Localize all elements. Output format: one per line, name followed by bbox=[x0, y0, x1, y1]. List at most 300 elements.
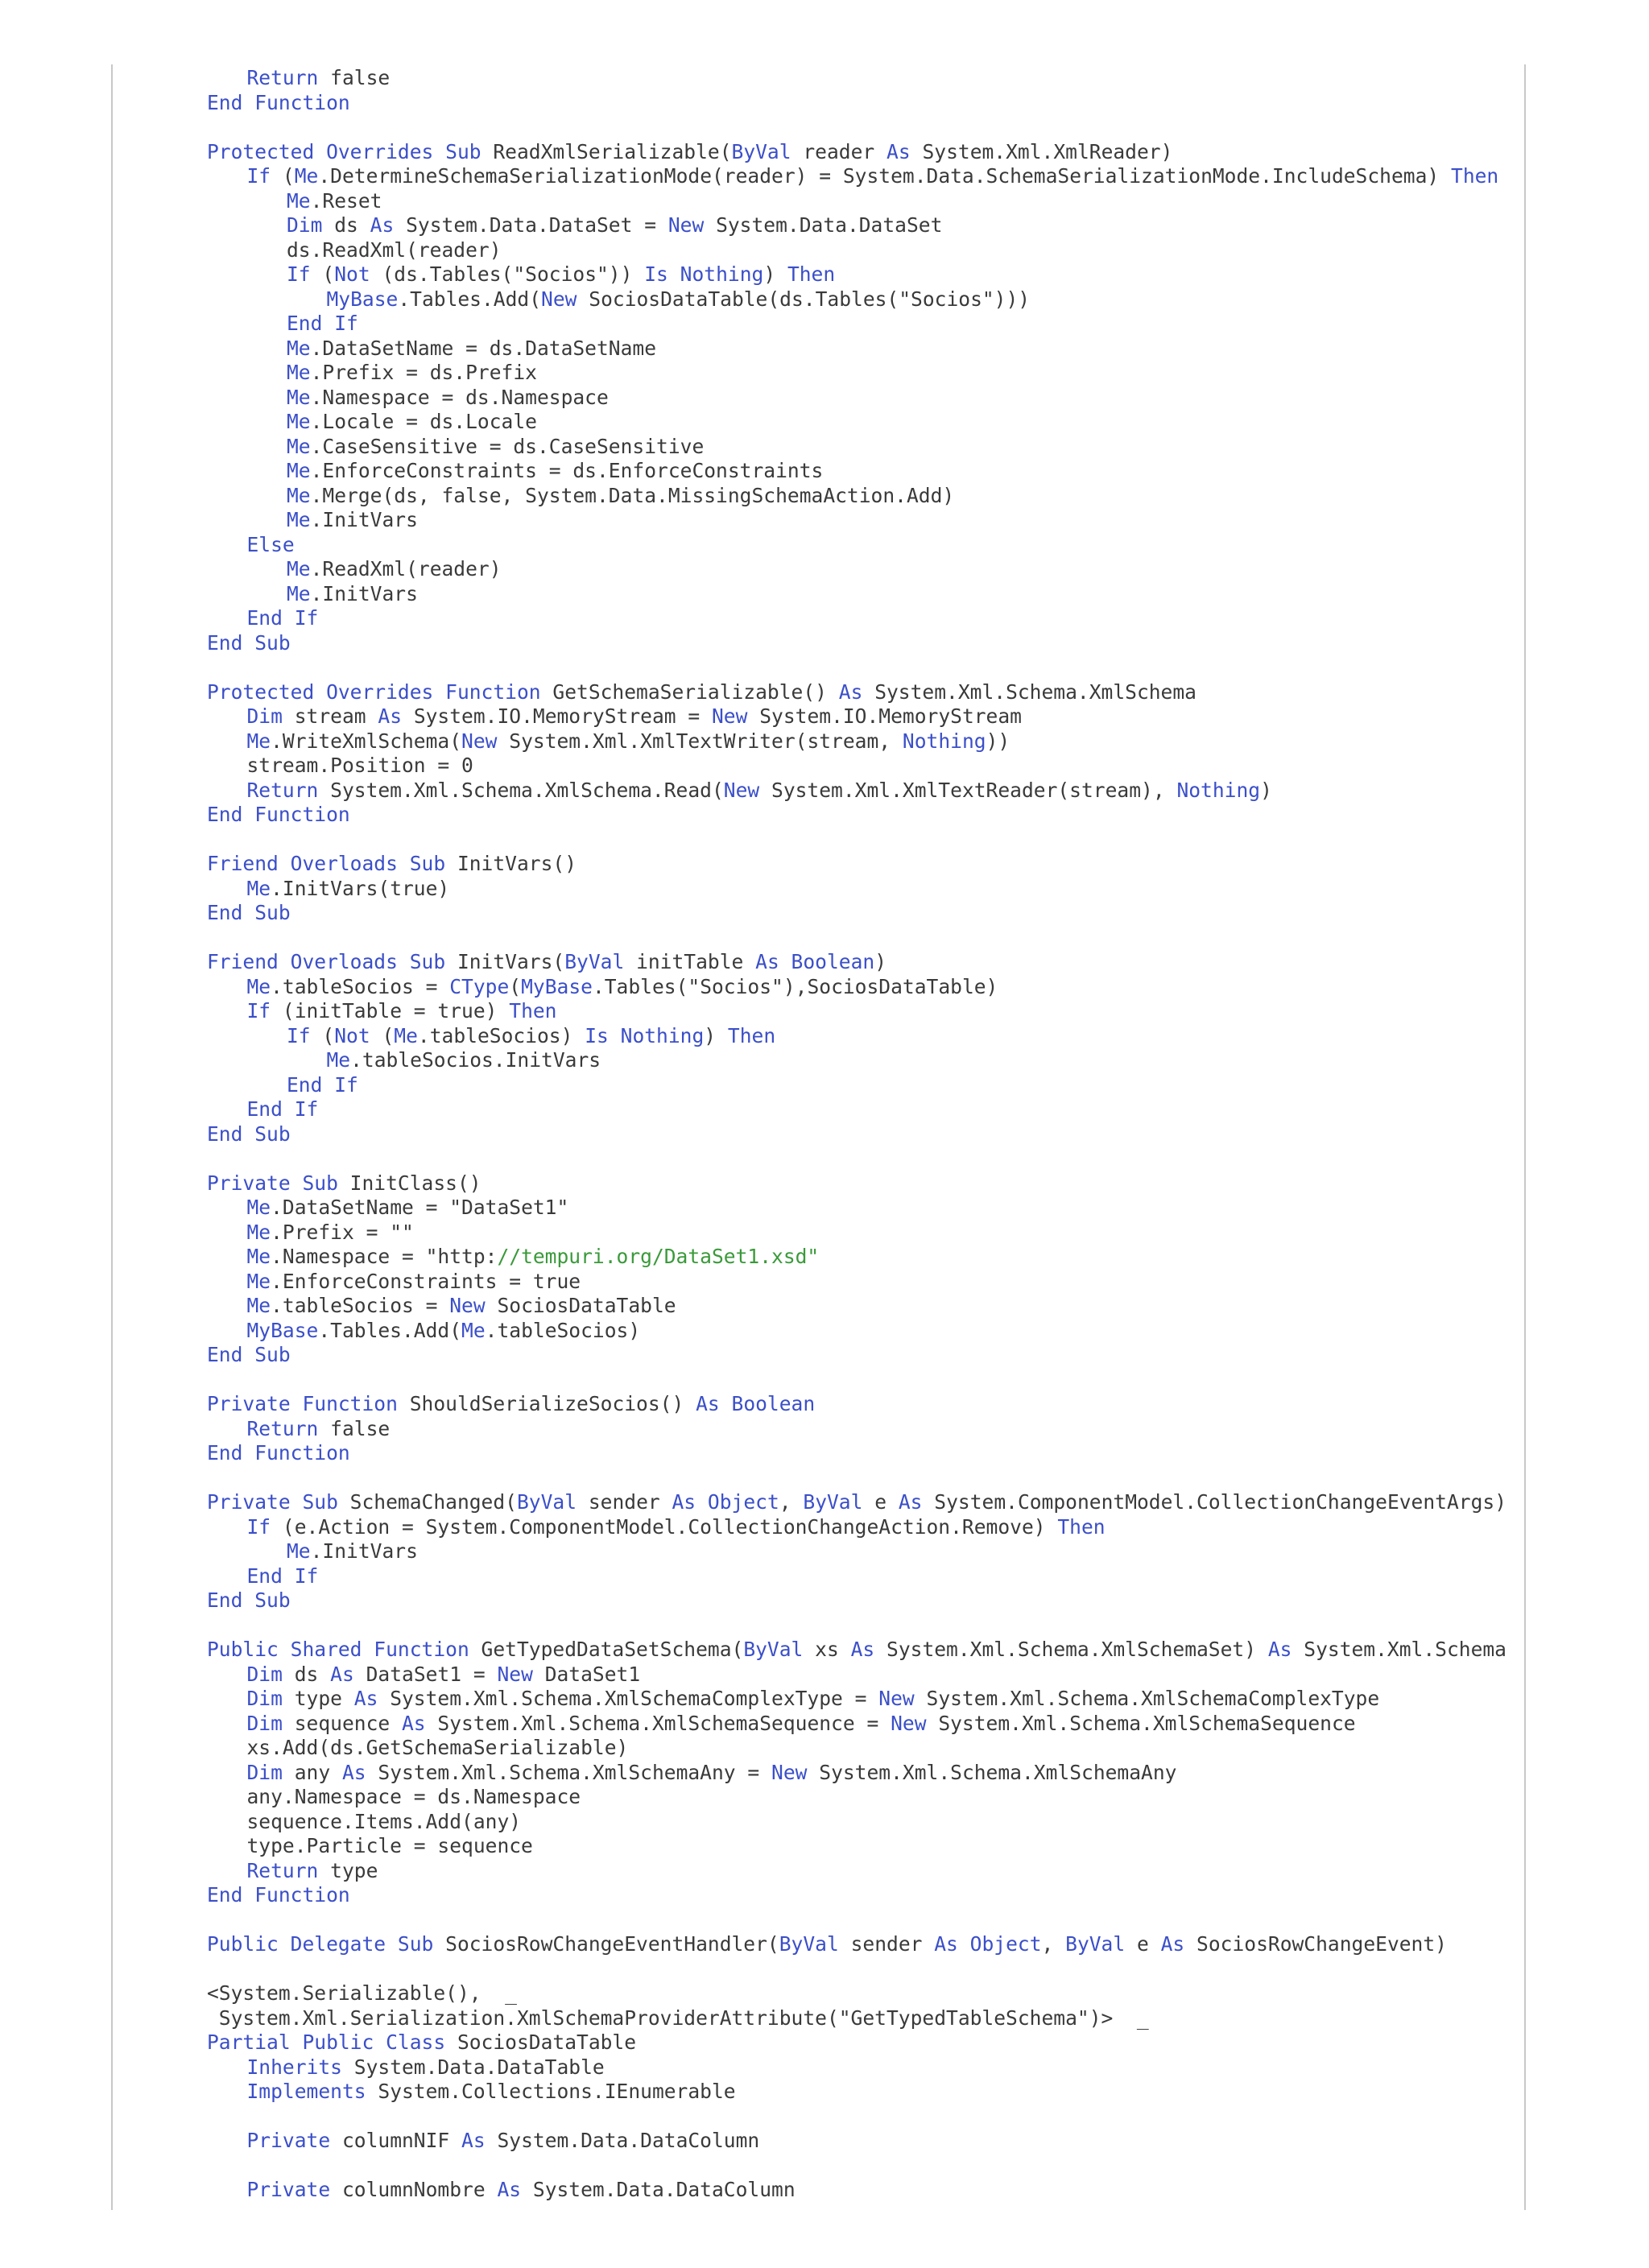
code-text: System.ComponentModel.CollectionChangeEventArgs) bbox=[922, 1490, 1507, 1514]
code-keyword: Friend Overloads Sub bbox=[207, 950, 446, 973]
code-line bbox=[247, 1515, 1106, 1540]
code-keyword: Then bbox=[1057, 1514, 1106, 1539]
code-keyword: Nothing bbox=[1176, 778, 1261, 802]
code-text: .ReadXml(reader) bbox=[310, 557, 502, 580]
code-keyword: ByVal bbox=[564, 950, 625, 973]
code-line bbox=[287, 435, 704, 460]
code-text: .WriteXmlSchema( bbox=[271, 729, 462, 753]
code-keyword: Me bbox=[246, 1269, 271, 1293]
code-text: .EnforceConstraints = ds.EnforceConstraints bbox=[310, 459, 824, 482]
code-keyword: Private Sub bbox=[207, 1171, 338, 1195]
code-line bbox=[207, 91, 350, 116]
code-keyword: As Boolean bbox=[755, 950, 875, 973]
code-text: ds bbox=[322, 213, 370, 237]
code-line bbox=[207, 1171, 481, 1196]
code-keyword: New bbox=[667, 213, 705, 237]
code-keyword: Me bbox=[461, 1318, 486, 1342]
code-line bbox=[287, 386, 609, 411]
code-keyword: Dim bbox=[287, 213, 323, 237]
code-keyword: End Function bbox=[207, 1883, 350, 1907]
code-keyword: If bbox=[246, 164, 271, 188]
code-line bbox=[207, 2030, 636, 2055]
code-keyword: As bbox=[330, 1662, 354, 1686]
code-line bbox=[247, 2178, 796, 2203]
code-text: sender bbox=[577, 1490, 672, 1514]
code-line bbox=[287, 459, 823, 484]
code-line bbox=[207, 1883, 350, 1908]
code-text: .DataSetName = ds.DataSetName bbox=[310, 336, 657, 360]
code-text: SociosDataTable bbox=[445, 2030, 637, 2054]
code-text: sequence bbox=[282, 1711, 402, 1735]
code-text: .Tables.Add( bbox=[318, 1318, 462, 1342]
code-keyword: Public Delegate Sub bbox=[207, 1932, 434, 1956]
code-keyword: As bbox=[497, 2178, 522, 2201]
code-keyword: New bbox=[712, 704, 748, 728]
code-keyword: End If bbox=[246, 1097, 319, 1121]
code-keyword: Return bbox=[246, 66, 319, 89]
code-keyword: Dim bbox=[246, 704, 283, 728]
code-keyword: Then bbox=[727, 1023, 776, 1047]
code-keyword: As bbox=[886, 139, 911, 163]
code-line bbox=[207, 803, 350, 828]
code-keyword: If bbox=[246, 1514, 271, 1539]
code-text: initTable bbox=[624, 950, 756, 973]
code-line bbox=[247, 2129, 760, 2154]
code-line bbox=[247, 1785, 581, 1810]
code-keyword: Me bbox=[246, 1294, 271, 1317]
code-line bbox=[247, 1294, 676, 1319]
code-line bbox=[247, 533, 295, 558]
code-keyword: Then bbox=[1451, 164, 1499, 188]
code-keyword: Private bbox=[246, 2129, 331, 2152]
code-keyword: As bbox=[402, 1711, 426, 1735]
code-keyword: ByVal bbox=[803, 1490, 863, 1514]
code-keyword: Dim bbox=[246, 1711, 283, 1735]
code-keyword: Me bbox=[287, 410, 311, 433]
code-text: stream bbox=[282, 704, 378, 728]
code-line bbox=[247, 999, 557, 1024]
code-keyword: Me bbox=[287, 483, 311, 507]
code-keyword: As bbox=[898, 1490, 923, 1514]
code-text: false bbox=[318, 66, 391, 89]
code-text: GetTypedDataSetSchema( bbox=[469, 1638, 744, 1661]
code-keyword: Me bbox=[394, 1023, 418, 1047]
code-text: (initTable = true) bbox=[271, 999, 510, 1022]
code-text: , bbox=[1041, 1932, 1066, 1956]
code-keyword: End Sub bbox=[207, 1588, 291, 1612]
code-text: System.Data.DataSet bbox=[704, 213, 943, 237]
code-text: (e.Action = System.ComponentModel.CollectionChangeAction.Remove) bbox=[271, 1514, 1058, 1539]
code-text: DataSet1 = bbox=[353, 1662, 498, 1686]
code-keyword: As bbox=[850, 1638, 875, 1661]
code-keyword: Not bbox=[334, 1023, 370, 1047]
code-line bbox=[247, 1319, 641, 1344]
code-text: SchemaChanged( bbox=[337, 1490, 517, 1514]
code-keyword: ByVal bbox=[743, 1638, 804, 1661]
code-text: xs.Add(ds.GetSchemaSerializable) bbox=[246, 1736, 629, 1759]
code-text: .InitVars bbox=[310, 581, 418, 605]
code-line bbox=[247, 1245, 820, 1270]
code-line bbox=[247, 754, 473, 779]
code-line bbox=[247, 1663, 641, 1688]
code-line bbox=[247, 1712, 1356, 1737]
code-keyword: New bbox=[541, 287, 577, 311]
code-line bbox=[207, 1122, 291, 1147]
code-line bbox=[247, 1834, 533, 1859]
code-keyword: Me bbox=[246, 876, 271, 900]
code-keyword: Nothing bbox=[902, 729, 986, 753]
code-keyword: As Object bbox=[934, 1932, 1042, 1956]
code-keyword: Dim bbox=[246, 1760, 283, 1784]
code-text: any.Namespace = ds.Namespace bbox=[246, 1785, 581, 1808]
code-text: ( bbox=[271, 164, 295, 188]
code-keyword: End Sub bbox=[207, 901, 291, 924]
code-text: .InitVars(true) bbox=[271, 876, 450, 900]
code-text: .tableSocios.InitVars bbox=[350, 1048, 601, 1072]
code-keyword: Private bbox=[246, 2178, 331, 2201]
code-keyword: Me bbox=[287, 385, 311, 409]
code-text: ) bbox=[874, 950, 887, 973]
code-line bbox=[287, 582, 418, 607]
code-keyword: End If bbox=[287, 1072, 358, 1097]
code-text: reader bbox=[791, 139, 887, 163]
code-text: .tableSocios = bbox=[271, 1294, 450, 1317]
code-text: .tableSocios = bbox=[271, 974, 450, 998]
code-keyword: New bbox=[461, 729, 498, 753]
code-line bbox=[287, 557, 502, 582]
code-keyword: New bbox=[891, 1711, 927, 1735]
code-keyword: CType bbox=[449, 974, 510, 998]
code-text: System.Xml.Schema.XmlSchema bbox=[862, 680, 1196, 704]
code-line bbox=[247, 1810, 522, 1835]
code-keyword: Me bbox=[246, 1196, 271, 1219]
code-line bbox=[247, 1196, 569, 1221]
code-text: System.Xml.XmlReader) bbox=[910, 139, 1173, 163]
code-text: ( bbox=[509, 974, 522, 998]
code-line bbox=[247, 1859, 378, 1884]
code-line bbox=[207, 140, 1172, 165]
code-text: stream.Position = 0 bbox=[246, 754, 473, 777]
code-text: .Namespace = "http: bbox=[271, 1245, 498, 1268]
code-text: (ds.Tables("Socios")) bbox=[370, 262, 645, 286]
code-keyword: As Object bbox=[672, 1490, 779, 1514]
code-text: System.Xml.Schema.XmlSchemaSet) bbox=[874, 1638, 1268, 1661]
code-keyword: Private Sub bbox=[207, 1490, 338, 1514]
code-keyword: End If bbox=[246, 606, 319, 630]
code-keyword: End Function bbox=[207, 1441, 350, 1464]
code-text: InitVars( bbox=[445, 950, 565, 973]
code-text: columnNIF bbox=[330, 2129, 462, 2152]
code-keyword: New bbox=[771, 1760, 808, 1784]
code-line bbox=[247, 1270, 581, 1295]
code-keyword: Return bbox=[246, 778, 319, 802]
code-text: SociosRowChangeEvent) bbox=[1184, 1932, 1447, 1956]
code-keyword: Me bbox=[287, 336, 311, 360]
code-text: ( bbox=[310, 262, 335, 286]
code-keyword: As bbox=[1267, 1638, 1292, 1661]
code-text: type bbox=[282, 1687, 354, 1710]
code-line bbox=[247, 1736, 629, 1761]
code-line bbox=[207, 680, 1196, 705]
code-line bbox=[247, 164, 1499, 189]
code-text: System.Data.DataColumn bbox=[521, 2178, 796, 2201]
code-keyword: Return bbox=[246, 1858, 319, 1882]
code-text: System.Xml.Schema.XmlSchemaSequence bbox=[926, 1711, 1356, 1735]
code-text: .CaseSensitive = ds.CaseSensitive bbox=[310, 434, 705, 458]
code-keyword: Me bbox=[287, 581, 311, 605]
code-text: ) bbox=[763, 262, 787, 286]
code-line bbox=[247, 877, 450, 902]
code-text: .InitVars bbox=[310, 1539, 418, 1563]
code-line bbox=[247, 66, 391, 91]
code-keyword: Private Function bbox=[207, 1392, 398, 1415]
code-text: ds.ReadXml(reader) bbox=[287, 238, 502, 262]
code-text: System.Xml.XmlTextWriter(stream, bbox=[497, 729, 903, 753]
code-text: ds bbox=[282, 1662, 331, 1686]
code-line bbox=[287, 410, 537, 435]
code-text: .Namespace = ds.Namespace bbox=[310, 385, 609, 409]
code-keyword: New bbox=[723, 778, 760, 802]
code-keyword: If bbox=[246, 999, 271, 1022]
code-text: e bbox=[1125, 1932, 1161, 1956]
code-keyword: Me bbox=[287, 459, 311, 482]
code-keyword: As bbox=[838, 680, 863, 704]
code-text: System.Xml.XmlTextReader(stream), bbox=[759, 778, 1177, 802]
code-keyword: As bbox=[341, 1760, 366, 1784]
code-line bbox=[247, 779, 1272, 804]
code-keyword: Me bbox=[294, 164, 319, 188]
code-keyword: New bbox=[878, 1687, 915, 1710]
code-keyword: Friend Overloads Sub bbox=[207, 852, 446, 875]
code-line bbox=[247, 1564, 319, 1589]
code-line bbox=[207, 1981, 517, 2006]
code-text: , bbox=[779, 1490, 804, 1514]
code-line bbox=[207, 950, 886, 975]
code-keyword: As bbox=[353, 1687, 378, 1710]
code-keyword: ByVal bbox=[731, 139, 791, 163]
code-keyword: As bbox=[461, 2129, 486, 2152]
code-keyword: Me bbox=[287, 361, 311, 384]
code-line bbox=[287, 484, 954, 509]
code-keyword: Me bbox=[246, 974, 271, 998]
code-keyword: As bbox=[378, 704, 403, 728]
code-keyword: MyBase bbox=[326, 287, 399, 311]
code-line bbox=[207, 852, 577, 877]
code-keyword: End If bbox=[287, 312, 358, 335]
code-line bbox=[247, 2055, 605, 2080]
code-keyword: If bbox=[287, 262, 311, 286]
code-keyword: Is Nothing bbox=[585, 1023, 705, 1047]
code-text: .DataSetName = "DataSet1" bbox=[271, 1196, 569, 1219]
code-line bbox=[207, 1441, 350, 1466]
code-line bbox=[207, 901, 291, 926]
code-line bbox=[247, 1097, 319, 1122]
code-text: .DetermineSchemaSerializationMode(reader) = System.Data.SchemaSerializationMode.IncludeSchema) bbox=[318, 164, 1452, 188]
code-keyword: Public Shared Function bbox=[207, 1638, 469, 1661]
code-line bbox=[287, 213, 942, 238]
code-keyword: End Sub bbox=[207, 1343, 291, 1366]
code-text: ShouldSerializeSocios() bbox=[397, 1392, 696, 1415]
code-line bbox=[287, 238, 502, 263]
code-keyword: End Sub bbox=[207, 630, 291, 655]
code-line bbox=[247, 2080, 736, 2105]
code-text: ) bbox=[704, 1023, 728, 1047]
code-keyword: Me bbox=[246, 1245, 271, 1268]
code-text: System.IO.MemoryStream = bbox=[402, 704, 712, 728]
code-text: GetSchemaSerializable() bbox=[540, 680, 839, 704]
code-keyword: If bbox=[287, 1023, 311, 1047]
code-line bbox=[207, 1343, 291, 1368]
code-keyword: MyBase bbox=[246, 1318, 319, 1342]
code-text: .tableSocios) bbox=[485, 1318, 641, 1342]
code-keyword: Me bbox=[326, 1048, 351, 1072]
code-text: ) bbox=[1260, 778, 1272, 802]
code-comment: //tempuri.org/DataSet1.xsd" bbox=[497, 1245, 820, 1268]
code-text: SociosDataTable(ds.Tables("Socios"))) bbox=[577, 287, 1031, 311]
code-text: .Merge(ds, false, System.Data.MissingSchemaAction.Add) bbox=[310, 483, 955, 507]
code-keyword: Inherits bbox=[246, 2055, 342, 2079]
code-line bbox=[287, 312, 358, 337]
code-line bbox=[207, 2006, 1149, 2031]
code-text: System.Xml.Serialization.XmlSchemaProviderAttribute("GetTypedTableSchema")> _ bbox=[207, 2006, 1149, 2030]
code-keyword: Me bbox=[246, 1220, 271, 1244]
code-text: SociosRowChangeEventHandler( bbox=[433, 1932, 779, 1956]
code-keyword: End Sub bbox=[207, 1122, 291, 1146]
code-keyword: Then bbox=[787, 262, 836, 286]
code-keyword: As bbox=[1160, 1932, 1185, 1956]
code-text: any bbox=[282, 1760, 342, 1784]
code-text: columnNombre bbox=[330, 2178, 498, 2201]
code-line bbox=[287, 1024, 775, 1049]
code-text: System.Xml.Schema.XmlSchemaAny bbox=[807, 1760, 1177, 1784]
code-keyword: End If bbox=[246, 1564, 319, 1588]
code-keyword: Else bbox=[246, 532, 295, 556]
code-line bbox=[287, 361, 537, 386]
code-text: .Locale = ds.Locale bbox=[310, 410, 537, 433]
code-keyword: Is Nothing bbox=[644, 262, 764, 286]
code-line bbox=[247, 975, 998, 1000]
code-text: System.Xml.Schema bbox=[1292, 1638, 1506, 1661]
code-text: System.Xml.Schema.XmlSchema.Read( bbox=[318, 778, 724, 802]
code-text: System.Xml.Schema.XmlSchemaSequence = bbox=[425, 1711, 891, 1735]
code-text: <System.Serializable(), _ bbox=[207, 1981, 517, 2005]
code-keyword: As bbox=[370, 213, 395, 237]
code-text: ReadXmlSerializable( bbox=[481, 139, 732, 163]
code-keyword: Not bbox=[334, 262, 370, 286]
code-text: SociosDataTable bbox=[485, 1294, 676, 1317]
code-line bbox=[247, 1221, 414, 1246]
code-line bbox=[247, 1687, 1380, 1712]
code-text: xs bbox=[803, 1638, 851, 1661]
code-text: System.Xml.Schema.XmlSchemaComplexType = bbox=[378, 1687, 879, 1710]
code-keyword: Partial Public Class bbox=[207, 2030, 446, 2054]
code-line bbox=[287, 1073, 358, 1098]
code-text: .InitVars bbox=[310, 508, 418, 531]
code-text: InitVars() bbox=[445, 852, 577, 875]
code-text: .Tables("Socios"),SociosDataTable) bbox=[592, 974, 998, 998]
code-keyword: Protected Overrides Function bbox=[207, 680, 541, 704]
code-text: type.Particle = sequence bbox=[246, 1834, 533, 1857]
code-line bbox=[207, 631, 291, 656]
code-line bbox=[327, 1048, 601, 1073]
code-keyword: ByVal bbox=[779, 1932, 839, 1956]
code-text: .Reset bbox=[310, 188, 382, 213]
code-line bbox=[207, 1490, 1506, 1515]
code-keyword: As Boolean bbox=[696, 1392, 816, 1415]
code-text: DataSet1 bbox=[532, 1662, 641, 1686]
code-keyword: ByVal bbox=[1065, 1932, 1126, 1956]
code-line bbox=[247, 704, 1022, 729]
code-text: .Prefix = ds.Prefix bbox=[310, 361, 537, 384]
code-keyword: Dim bbox=[246, 1687, 283, 1710]
code-line bbox=[207, 1588, 291, 1613]
code-keyword: Then bbox=[509, 999, 557, 1022]
code-keyword: New bbox=[497, 1662, 533, 1686]
code-keyword: ByVal bbox=[516, 1490, 577, 1514]
code-line bbox=[247, 1417, 391, 1442]
code-text: sequence.Items.Add(any) bbox=[246, 1809, 522, 1833]
code-line bbox=[247, 1761, 1177, 1786]
code-line bbox=[247, 729, 1010, 754]
code-keyword: Dim bbox=[246, 1662, 283, 1686]
code-keyword: Me bbox=[287, 557, 311, 580]
code-text: InitClass() bbox=[337, 1171, 481, 1195]
code-text: e bbox=[862, 1490, 899, 1514]
code-line bbox=[287, 337, 656, 361]
code-keyword: New bbox=[449, 1294, 486, 1317]
code-text: System.Xml.Schema.XmlSchemaAny = bbox=[366, 1760, 772, 1784]
code-text: false bbox=[318, 1416, 391, 1440]
code-text: .Prefix = "" bbox=[271, 1220, 414, 1244]
code-text: sender bbox=[838, 1932, 935, 1956]
code-keyword: Implements bbox=[246, 2080, 366, 2103]
code-line bbox=[287, 189, 382, 214]
code-keyword: Me bbox=[246, 729, 271, 753]
code-line bbox=[287, 508, 418, 533]
code-text: )) bbox=[986, 729, 1010, 753]
code-keyword: Me bbox=[287, 188, 311, 213]
code-keyword: MyBase bbox=[521, 974, 593, 998]
code-line bbox=[287, 1539, 418, 1564]
code-keyword: End Function bbox=[207, 90, 350, 114]
code-line bbox=[287, 262, 835, 287]
code-line bbox=[247, 606, 319, 631]
code-text: ( bbox=[310, 1023, 335, 1047]
code-keyword: Me bbox=[287, 434, 311, 458]
code-text: System.Data.DataColumn bbox=[485, 2129, 760, 2152]
code-keyword: Protected Overrides Sub bbox=[207, 139, 481, 163]
code-line bbox=[207, 1932, 1447, 1957]
code-text: System.Data.DataTable bbox=[341, 2055, 605, 2079]
code-text: ( bbox=[370, 1023, 395, 1047]
code-text: type bbox=[318, 1858, 378, 1882]
code-text: .Tables.Add( bbox=[398, 287, 542, 311]
code-text: System.Xml.Schema.XmlSchemaComplexType bbox=[914, 1687, 1380, 1710]
code-keyword: End Function bbox=[207, 803, 350, 826]
code-text: System.Data.DataSet = bbox=[394, 213, 668, 237]
code-text: System.Collections.IEnumerable bbox=[366, 2080, 736, 2103]
code-keyword: Me bbox=[287, 1539, 311, 1563]
code-text: System.IO.MemoryStream bbox=[747, 704, 1022, 728]
code-keyword: Return bbox=[246, 1416, 319, 1440]
code-line bbox=[207, 1392, 815, 1417]
code-text: .EnforceConstraints = true bbox=[271, 1269, 581, 1293]
code-line bbox=[207, 1638, 1506, 1663]
code-line bbox=[327, 287, 1031, 312]
code-keyword: Me bbox=[287, 508, 311, 531]
code-text: .tableSocios) bbox=[417, 1023, 585, 1047]
code-listing bbox=[0, 66, 1649, 2224]
